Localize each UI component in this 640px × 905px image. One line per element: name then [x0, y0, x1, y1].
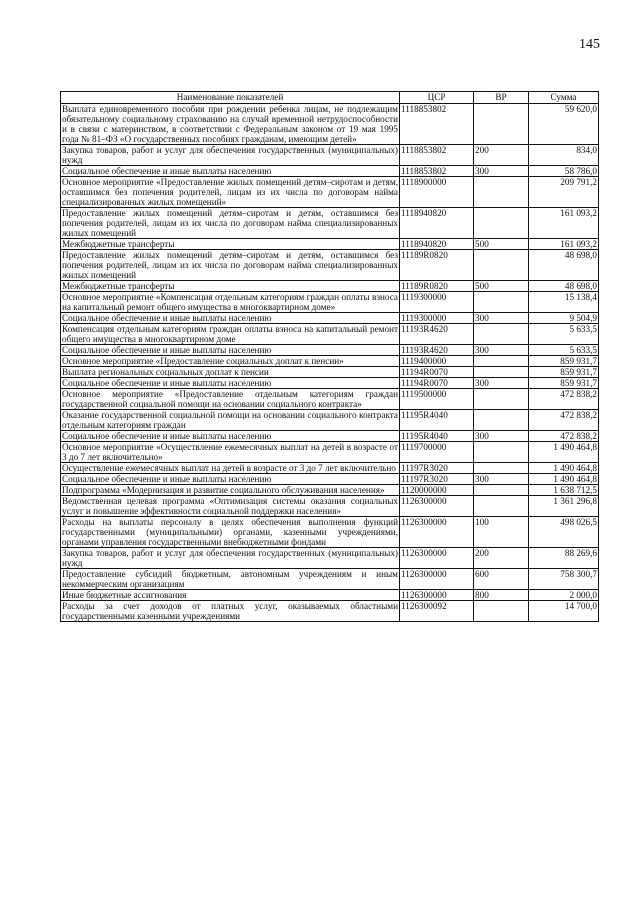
table-row — [61, 442, 599, 463]
row-vr — [474, 389, 529, 410]
table-row — [61, 324, 599, 345]
header-sum: Сумма — [529, 92, 599, 104]
row-vr — [474, 496, 529, 517]
row-sum: 48 698,0 — [529, 250, 599, 281]
row-csr: 1120000000 — [400, 485, 474, 496]
row-csr: 1118900000 — [400, 177, 474, 208]
table-header-row — [61, 92, 599, 104]
row-vr: 800 — [474, 590, 529, 601]
table-row — [61, 356, 599, 367]
table-row — [61, 601, 599, 622]
table-row — [61, 378, 599, 389]
row-vr: 200 — [474, 548, 529, 569]
row-sum: 58 786,0 — [529, 166, 599, 177]
table-row — [61, 104, 599, 145]
row-vr — [474, 463, 529, 474]
row-vr — [474, 292, 529, 313]
row-sum: 59 620,0 — [529, 104, 599, 145]
row-sum: 758 300,7 — [529, 569, 599, 590]
row-vr — [474, 410, 529, 431]
row-vr: 300 — [474, 378, 529, 389]
row-sum: 48 698,0 — [529, 281, 599, 292]
row-vr: 300 — [474, 345, 529, 356]
table-row — [61, 367, 599, 378]
row-name: Основное мероприятие «Предоставление социальных доплат к пенсии» — [61, 356, 400, 367]
row-name: Осуществление ежемесячных выплат на детей в возрасте от 3 до 7 лет включительно — [61, 463, 400, 474]
row-vr — [474, 250, 529, 281]
row-sum: 5 633,5 — [529, 345, 599, 356]
row-vr: 300 — [474, 431, 529, 442]
row-sum: 1 638 712,5 — [529, 485, 599, 496]
row-csr: 1118853802 — [400, 104, 474, 145]
row-csr: 1119300000 — [400, 292, 474, 313]
row-csr: 1119300000 — [400, 313, 474, 324]
table-row — [61, 166, 599, 177]
row-csr: 11195R4040 — [400, 431, 474, 442]
row-name: Социальное обеспечение и иные выплаты населению — [61, 313, 400, 324]
row-csr: 1119500000 — [400, 389, 474, 410]
row-vr — [474, 208, 529, 239]
row-csr: 1126300000 — [400, 496, 474, 517]
row-sum: 472 838,2 — [529, 410, 599, 431]
row-vr: 300 — [474, 474, 529, 485]
table-row — [61, 410, 599, 431]
row-sum: 498 026,5 — [529, 517, 599, 548]
table-row — [61, 474, 599, 485]
row-sum: 161 093,2 — [529, 239, 599, 250]
row-name: Выплата единовременного пособия при рождении ребенка лицам, не подлежащим обязательному социальному страхованию на случай временной нетрудоспособности и в связи с материнством, в соответствии с Федеральным законом от 19 мая 1995 года № 81–ФЗ «О государственных пособиях гражданам, имеющим детей» — [62, 104, 398, 144]
row-name: Предоставление субсидий бюджетным, автономным учреждениям и иным некоммерческим организациям — [62, 569, 398, 589]
row-name: Закупка товаров, работ и услуг для обеспечения государственных (муниципальных) нужд — [62, 145, 398, 165]
row-vr: 500 — [474, 239, 529, 250]
row-sum: 15 138,4 — [529, 292, 599, 313]
row-sum: 859 931,7 — [529, 378, 599, 389]
table-row — [61, 389, 599, 410]
row-csr: 11197R3020 — [400, 463, 474, 474]
row-csr: 1126300092 — [400, 601, 474, 622]
row-csr: 1118853802 — [400, 145, 474, 166]
row-vr: 100 — [474, 517, 529, 548]
row-csr: 1126300000 — [400, 569, 474, 590]
row-vr — [474, 367, 529, 378]
row-sum: 2 000,0 — [529, 590, 599, 601]
row-name: Социальное обеспечение и иные выплаты населению — [61, 431, 400, 442]
table-row — [61, 208, 599, 239]
row-csr: 11194R0070 — [400, 367, 474, 378]
row-csr: 1118940820 — [400, 208, 474, 239]
row-vr — [474, 324, 529, 345]
row-csr: 1126300000 — [400, 548, 474, 569]
row-sum: 1 490 464,8 — [529, 442, 599, 463]
table-row — [61, 292, 599, 313]
row-vr — [474, 442, 529, 463]
row-csr: 11194R0070 — [400, 378, 474, 389]
row-name: Предоставление жилых помещений детям–сиротам и детям, оставшимся без попечения родителей, лицам из их числа по договорам найма специализированных жилых помещений — [62, 208, 398, 238]
row-sum: 472 838,2 — [529, 389, 599, 410]
row-vr: 300 — [474, 166, 529, 177]
table-row — [61, 431, 599, 442]
table-row — [61, 485, 599, 496]
table-row — [61, 496, 599, 517]
table-row — [61, 281, 599, 292]
table-row — [61, 145, 599, 166]
row-sum: 209 791,2 — [529, 177, 599, 208]
row-csr: 11193R4620 — [400, 345, 474, 356]
row-sum: 1 361 296,8 — [529, 496, 599, 517]
row-csr: 11193R4620 — [400, 324, 474, 345]
table-row — [61, 548, 599, 569]
row-csr: 1126300000 — [400, 590, 474, 601]
table-row — [61, 345, 599, 356]
row-name: Ведомственная целевая программа «Оптимизация системы оказания социальных услуг и повышение эффективности социальной поддержки населения» — [62, 496, 398, 516]
row-name: Социальное обеспечение и иные выплаты населению — [61, 474, 400, 485]
row-name: Основное мероприятие «Предоставление отдельным категориям граждан государственной социальной помощи на основании социального контракта» — [62, 389, 398, 409]
row-vr — [474, 485, 529, 496]
row-sum: 472 838,2 — [529, 431, 599, 442]
budget-table — [60, 91, 599, 622]
row-vr: 600 — [474, 569, 529, 590]
row-vr: 300 — [474, 313, 529, 324]
row-name: Межбюджетные трансферты — [61, 239, 400, 250]
row-name: Основное мероприятие «Компенсация отдельным категориям граждан оплаты взноса на капитальный ремонт общего имущества в многоквартирном доме» — [62, 292, 398, 312]
row-csr: 1119700000 — [400, 442, 474, 463]
row-name: Социальное обеспечение и иные выплаты населению — [61, 378, 400, 389]
row-name: Расходы за счет доходов от платных услуг, оказываемых областными государственными казенными учреждениями — [62, 601, 398, 621]
row-sum: 88 269,6 — [529, 548, 599, 569]
row-name: Межбюджетные трансферты — [61, 281, 400, 292]
row-sum: 9 504,9 — [529, 313, 599, 324]
table-row — [61, 569, 599, 590]
table-row — [61, 463, 599, 474]
row-csr: 11189R0820 — [400, 250, 474, 281]
row-vr: 500 — [474, 281, 529, 292]
row-vr — [474, 104, 529, 145]
row-name: Социальное обеспечение и иные выплаты населению — [61, 166, 400, 177]
row-sum: 834,0 — [529, 145, 599, 166]
row-name: Оказание государственной социальной помощи на основании социального контракта отдельным категориям граждан — [62, 410, 398, 430]
row-name: Расходы на выплаты персоналу в целях обеспечения выполнения функций государственными (муниципальными) органами, казенными учреждениями, органами управления государственными внебюджетными фондами — [62, 517, 398, 547]
row-sum: 5 633,5 — [529, 324, 599, 345]
table-row — [61, 313, 599, 324]
row-sum: 14 700,0 — [529, 601, 599, 622]
row-sum: 1 490 464,8 — [529, 463, 599, 474]
row-sum: 859 931,7 — [529, 356, 599, 367]
row-name: Социальное обеспечение и иные выплаты населению — [61, 345, 400, 356]
row-name: Основное мероприятие «Предоставление жилых помещений детям–сиротам и детям, оставшимся без попечения родителей, лицам из их числа по договорам найма специализированных жилых помещений» — [62, 177, 398, 207]
row-vr — [474, 356, 529, 367]
row-vr: 200 — [474, 145, 529, 166]
row-vr — [474, 601, 529, 622]
row-sum: 1 490 464,8 — [529, 474, 599, 485]
table-row — [61, 177, 599, 208]
table-row — [61, 239, 599, 250]
row-name: Выплата региональных социальных доплат к пенсии — [61, 367, 400, 378]
row-name: Закупка товаров, работ и услуг для обеспечения государственных (муниципальных) нужд — [62, 548, 398, 568]
row-name: Предоставление жилых помещений детям–сиротам и детям, оставшимся без попечения родителей, лицам из их числа по договорам найма специализированных жилых помещений — [62, 250, 398, 280]
row-csr: 1118940820 — [400, 239, 474, 250]
table-row — [61, 517, 599, 548]
page-number: 145 — [579, 37, 600, 52]
header-vr: ВР — [474, 92, 529, 104]
row-name: Иные бюджетные ассигнования — [61, 590, 400, 601]
header-csr: ЦСР — [400, 92, 474, 104]
header-name: Наименование показателей — [61, 92, 400, 104]
row-sum: 859 931,7 — [529, 367, 599, 378]
row-name: Основное мероприятие «Осуществление ежемесячных выплат на детей в возрасте от 3 до 7 лет включительно» — [62, 442, 398, 462]
row-name: Подпрограмма «Модернизация и развитие социального обслуживания населения» — [61, 485, 400, 496]
row-sum: 161 093,2 — [529, 208, 599, 239]
row-csr: 11197R3020 — [400, 474, 474, 485]
table-row — [61, 250, 599, 281]
row-csr: 1118853802 — [400, 166, 474, 177]
row-csr: 1126300000 — [400, 517, 474, 548]
row-name: Компенсация отдельным категориям граждан оплаты взноса на капитальный ремонт общего имущества в многоквартирном доме — [62, 324, 398, 344]
row-csr: 11189R0820 — [400, 281, 474, 292]
row-vr — [474, 177, 529, 208]
row-csr: 11195R4040 — [400, 410, 474, 431]
row-csr: 1119400000 — [400, 356, 474, 367]
table-row — [61, 590, 599, 601]
